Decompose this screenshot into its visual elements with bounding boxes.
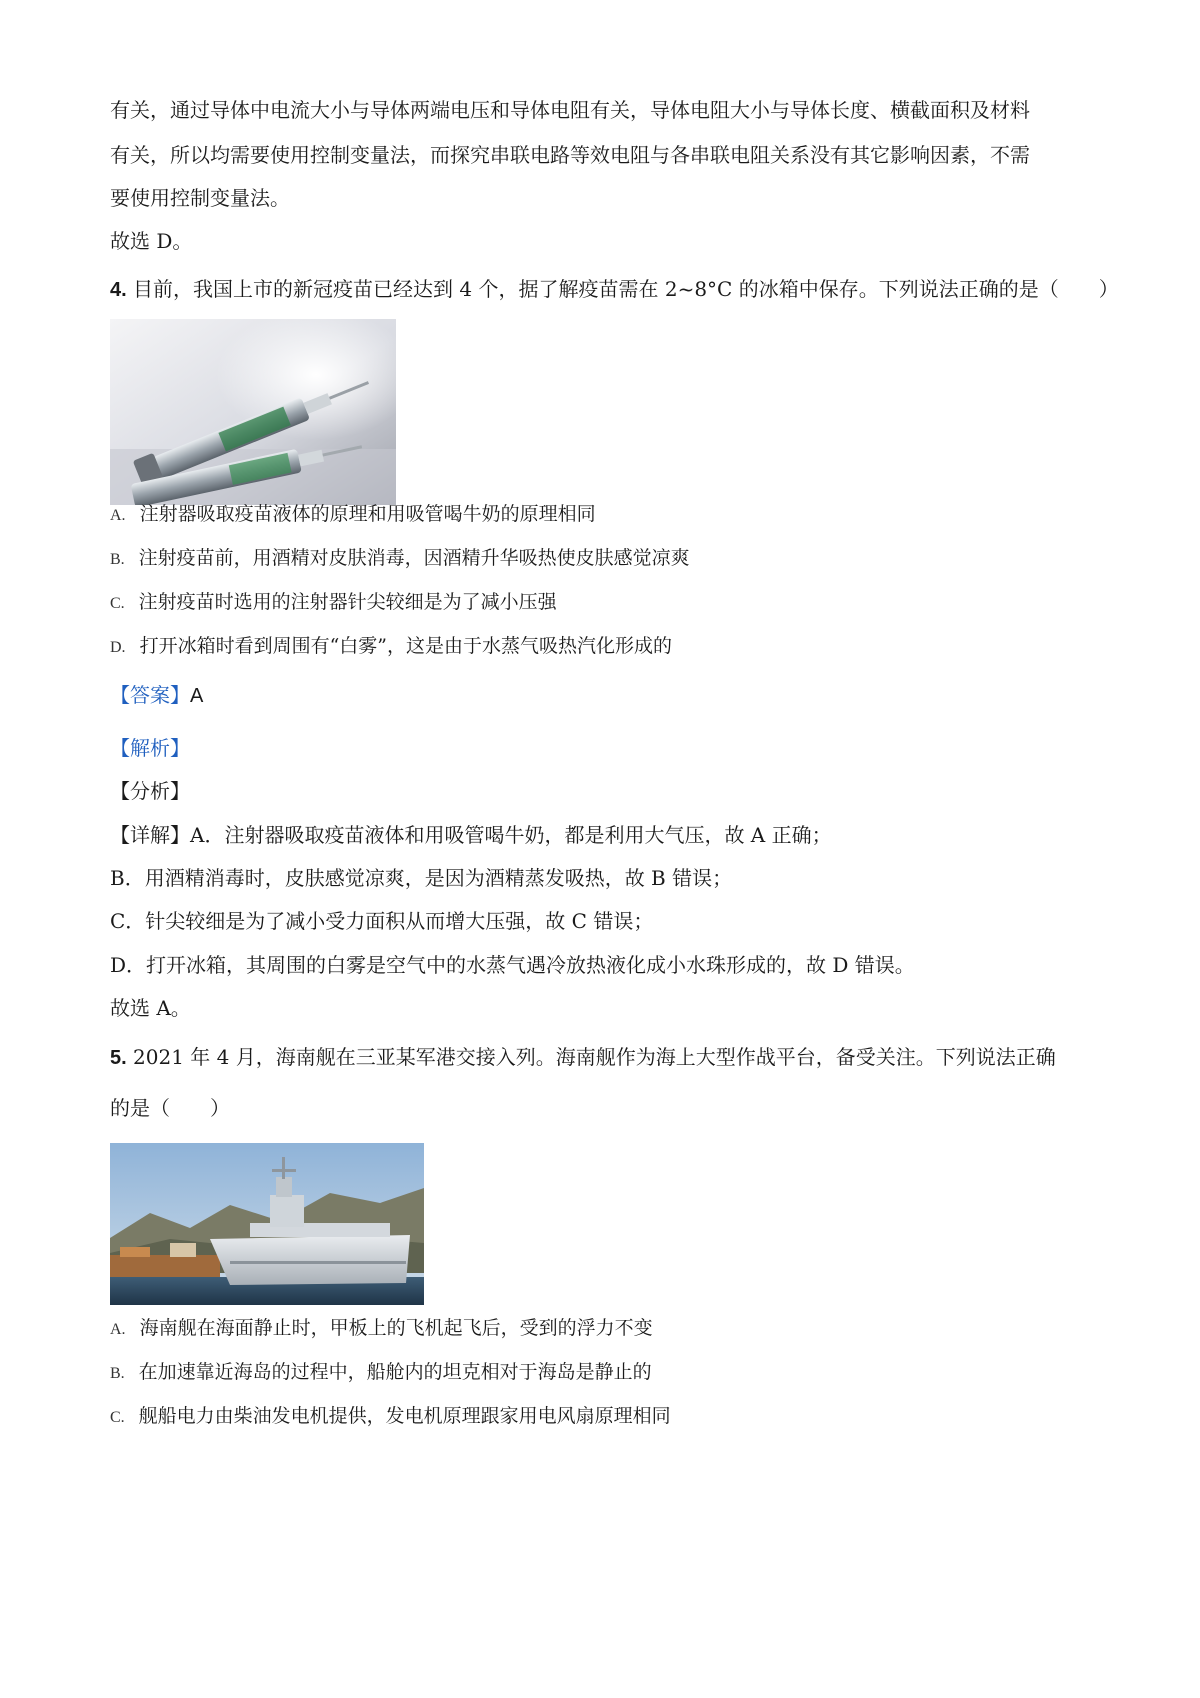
fenxi-label: 【分析】 — [110, 779, 190, 803]
option-text: 打开冰箱时看到周围有“白雾”，这是由于水蒸气吸热汽化形成的 — [139, 635, 672, 657]
question-4-option-a — [110, 500, 596, 530]
question-4-option-b — [110, 544, 690, 574]
question-5-option-b — [110, 1358, 652, 1388]
option-letter: C. — [110, 1409, 125, 1426]
analysis-label: 【解析】 — [110, 736, 190, 760]
option-text: 海南舰在海面静止时，甲板上的飞机起飞后，受到的浮力不变 — [139, 1317, 653, 1339]
detail-line-4: D．打开冰箱，其周围的白雾是空气中的水蒸气遇冷放热液化成小水珠形成的，故 D 错误。 — [110, 953, 915, 977]
detail-line-3: C．针尖较细是为了减小受力面积从而增大压强，故 C 错误； — [110, 909, 654, 933]
question-5-option-c — [110, 1402, 671, 1432]
option-text: 注射疫苗前，用酒精对皮肤消毒，因酒精升华吸热使皮肤感觉凉爽 — [138, 547, 690, 569]
intro-line-1: 有关，通过导体中电流大小与导体两端电压和导体电阻有关，导体电阻大小与导体长度、横截面积及材料 — [110, 98, 1030, 122]
detail-line-1 — [110, 820, 832, 850]
question-5-text: 2021 年 4 月，海南舰在三亚某军港交接入列。海南舰作为海上大型作战平台，备受关注。下列说法正确 — [133, 1045, 1056, 1069]
vaccine-syringe-photo — [110, 319, 396, 505]
option-text: 注射器吸取疫苗液体的原理和用吸管喝牛奶的原理相同 — [139, 503, 596, 525]
option-text: 在加速靠近海岛的过程中，船舱内的坦克相对于海岛是静止的 — [138, 1361, 652, 1383]
question-5-number: 5. — [110, 1047, 127, 1069]
question-5-option-a — [110, 1314, 653, 1344]
question-5-stem-line-1 — [110, 1042, 1056, 1073]
detail-label: 【详解】 — [110, 823, 190, 847]
detail-line-2: B．用酒精消毒时，皮肤感觉凉爽，是因为酒精蒸发吸热，故 B 错误； — [110, 866, 733, 890]
detail-text: A．注射器吸取疫苗液体和用吸管喝牛奶，都是利用大气压，故 A 正确； — [190, 823, 832, 847]
question-4-answer — [110, 680, 203, 711]
question-4-choice: 故选 A。 — [110, 996, 191, 1020]
question-4-stem — [110, 274, 1119, 305]
option-letter: A. — [110, 1321, 126, 1338]
option-text: 舰船电力由柴油发电机提供，发电机原理跟家用电风扇原理相同 — [138, 1405, 671, 1427]
option-letter: B. — [110, 1365, 125, 1382]
intro-choice: 故选 D。 — [110, 229, 193, 253]
option-letter: B. — [110, 551, 125, 568]
question-4-text: 目前，我国上市的新冠疫苗已经达到 4 个，据了解疫苗需在 2~8°C 的冰箱中保存。下列说法正确的是（ ） — [133, 277, 1119, 301]
answer-label: 【答案】 — [110, 683, 190, 707]
answer-value: A — [190, 685, 204, 707]
intro-line-2: 有关，所以均需要使用控制变量法，而探究串联电路等效电阻与各串联电阻关系没有其它影响因素，不需 — [110, 143, 1030, 167]
hainan-ship-photo — [110, 1143, 424, 1305]
option-letter: D. — [110, 639, 126, 656]
question-4-option-d — [110, 632, 672, 662]
question-4-number: 4. — [110, 279, 127, 301]
option-letter: C. — [110, 595, 125, 612]
intro-line-3: 要使用控制变量法。 — [110, 186, 290, 210]
question-5-stem-line-2: 的是（ ） — [110, 1096, 230, 1120]
question-4-option-c — [110, 588, 557, 618]
option-letter: A. — [110, 507, 126, 524]
option-text: 注射疫苗时选用的注射器针尖较细是为了减小压强 — [138, 591, 557, 613]
